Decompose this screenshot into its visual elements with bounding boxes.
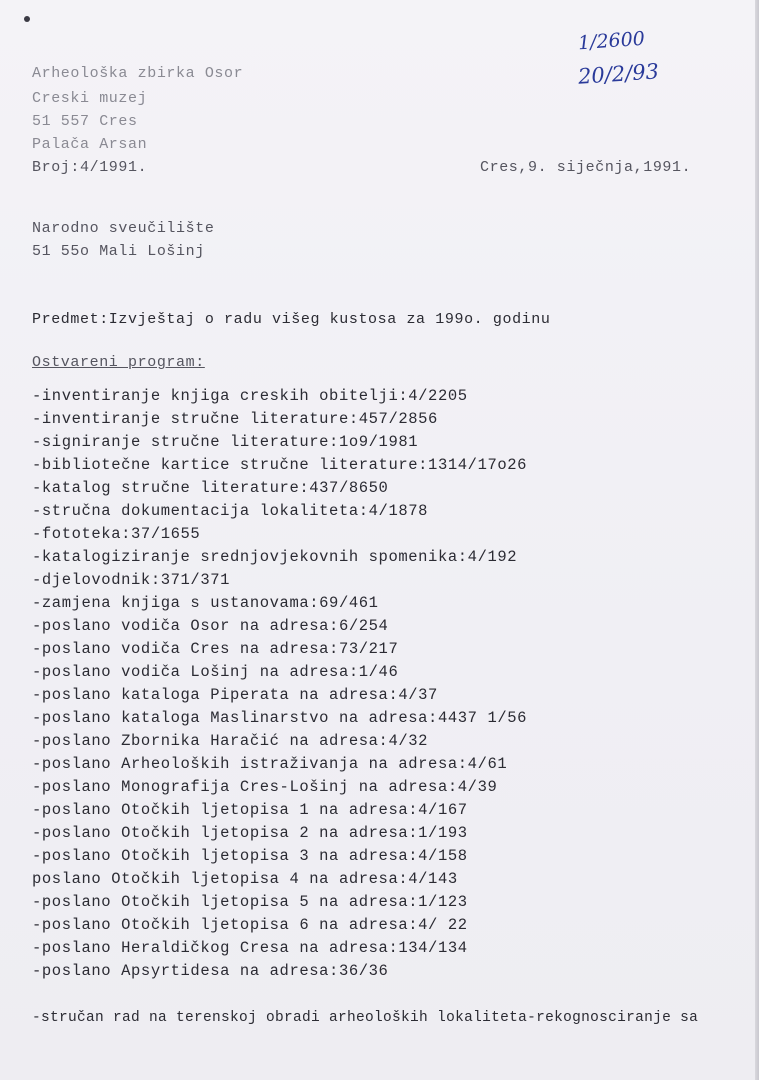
program-item: -bibliotečne kartice stručne literature:1314/17o26 [32,456,528,474]
program-heading: Ostvareni program: [32,354,205,371]
sender-line: Arheološka zbirka Osor [32,65,244,82]
program-item: -katalog stručne literature:437/8650 [32,479,389,497]
program-item: -poslano Heraldičkog Cresa na adresa:134/134 [32,939,468,957]
subject-line: Predmet:Izvještaj o radu višeg kustosa za 199o. godinu [32,311,551,328]
sender-line: 51 557 Cres [32,113,138,130]
page-edge-shadow [755,0,759,1080]
program-item: -poslano vodiča Osor na adresa:6/254 [32,617,389,635]
recipient-line: Narodno sveučilište [32,220,215,237]
program-item: -stručna dokumentacija lokaliteta:4/1878 [32,502,429,520]
program-item: -inventiranje stručne literature:457/2856 [32,410,438,428]
recipient-line: 51 55o Mali Lošinj [32,243,205,260]
program-item: poslano Otočkih ljetopisa 4 na adresa:4/143 [32,870,458,888]
program-item: -poslano Otočkih ljetopisa 5 na adresa:1/123 [32,893,468,911]
sender-line: Palača Arsan [32,136,148,153]
program-item: -zamjena knjiga s ustanovama:69/461 [32,594,379,612]
program-item: -poslano Monografija Cres-Lošinj na adresa:4/39 [32,778,498,796]
program-item: -poslano vodiča Lošinj na adresa:1/46 [32,663,399,681]
program-item: -katalogiziranje srednjovjekovnih spomenika:4/192 [32,548,518,566]
program-item: -inventiranje knjiga creskih obitelji:4/2205 [32,387,468,405]
program-item: -poslano kataloga Piperata na adresa:4/37 [32,686,438,704]
reference-number: Broj:4/1991. [32,159,148,176]
program-item: -poslano Otočkih ljetopisa 2 na adresa:1/193 [32,824,468,842]
program-item: -poslano Otočkih ljetopisa 3 na adresa:4/158 [32,847,468,865]
closing-line: -stručan rad na terenskoj obradi arheoloških lokaliteta-rekognosciranje sa [32,1010,699,1026]
program-item: -poslano Apsyrtidesa na adresa:36/36 [32,962,389,980]
program-item: -poslano Zbornika Haračić na adresa:4/32 [32,732,429,750]
program-item: -djelovodnik:371/371 [32,571,231,589]
program-item: -poslano Arheoloških istraživanja na adresa:4/61 [32,755,508,773]
program-item: -poslano Otočkih ljetopisa 6 na adresa:4/ 22 [32,916,468,934]
handwritten-note-date: 20/2/93 [577,59,660,89]
program-item: -poslano Otočkih ljetopisa 1 na adresa:4/167 [32,801,468,819]
handwritten-note-number: 1/2600 [577,27,646,55]
program-item: -poslano kataloga Maslinarstvo na adresa:4437 1/56 [32,709,528,727]
punch-hole-mark [24,16,30,22]
program-item: -fototeka:37/1655 [32,525,201,543]
program-item: -poslano vodiča Cres na adresa:73/217 [32,640,399,658]
sender-line: Creski muzej [32,90,148,107]
program-item: -signiranje stručne literature:1o9/1981 [32,433,419,451]
document-date: Cres,9. siječnja,1991. [480,159,692,176]
